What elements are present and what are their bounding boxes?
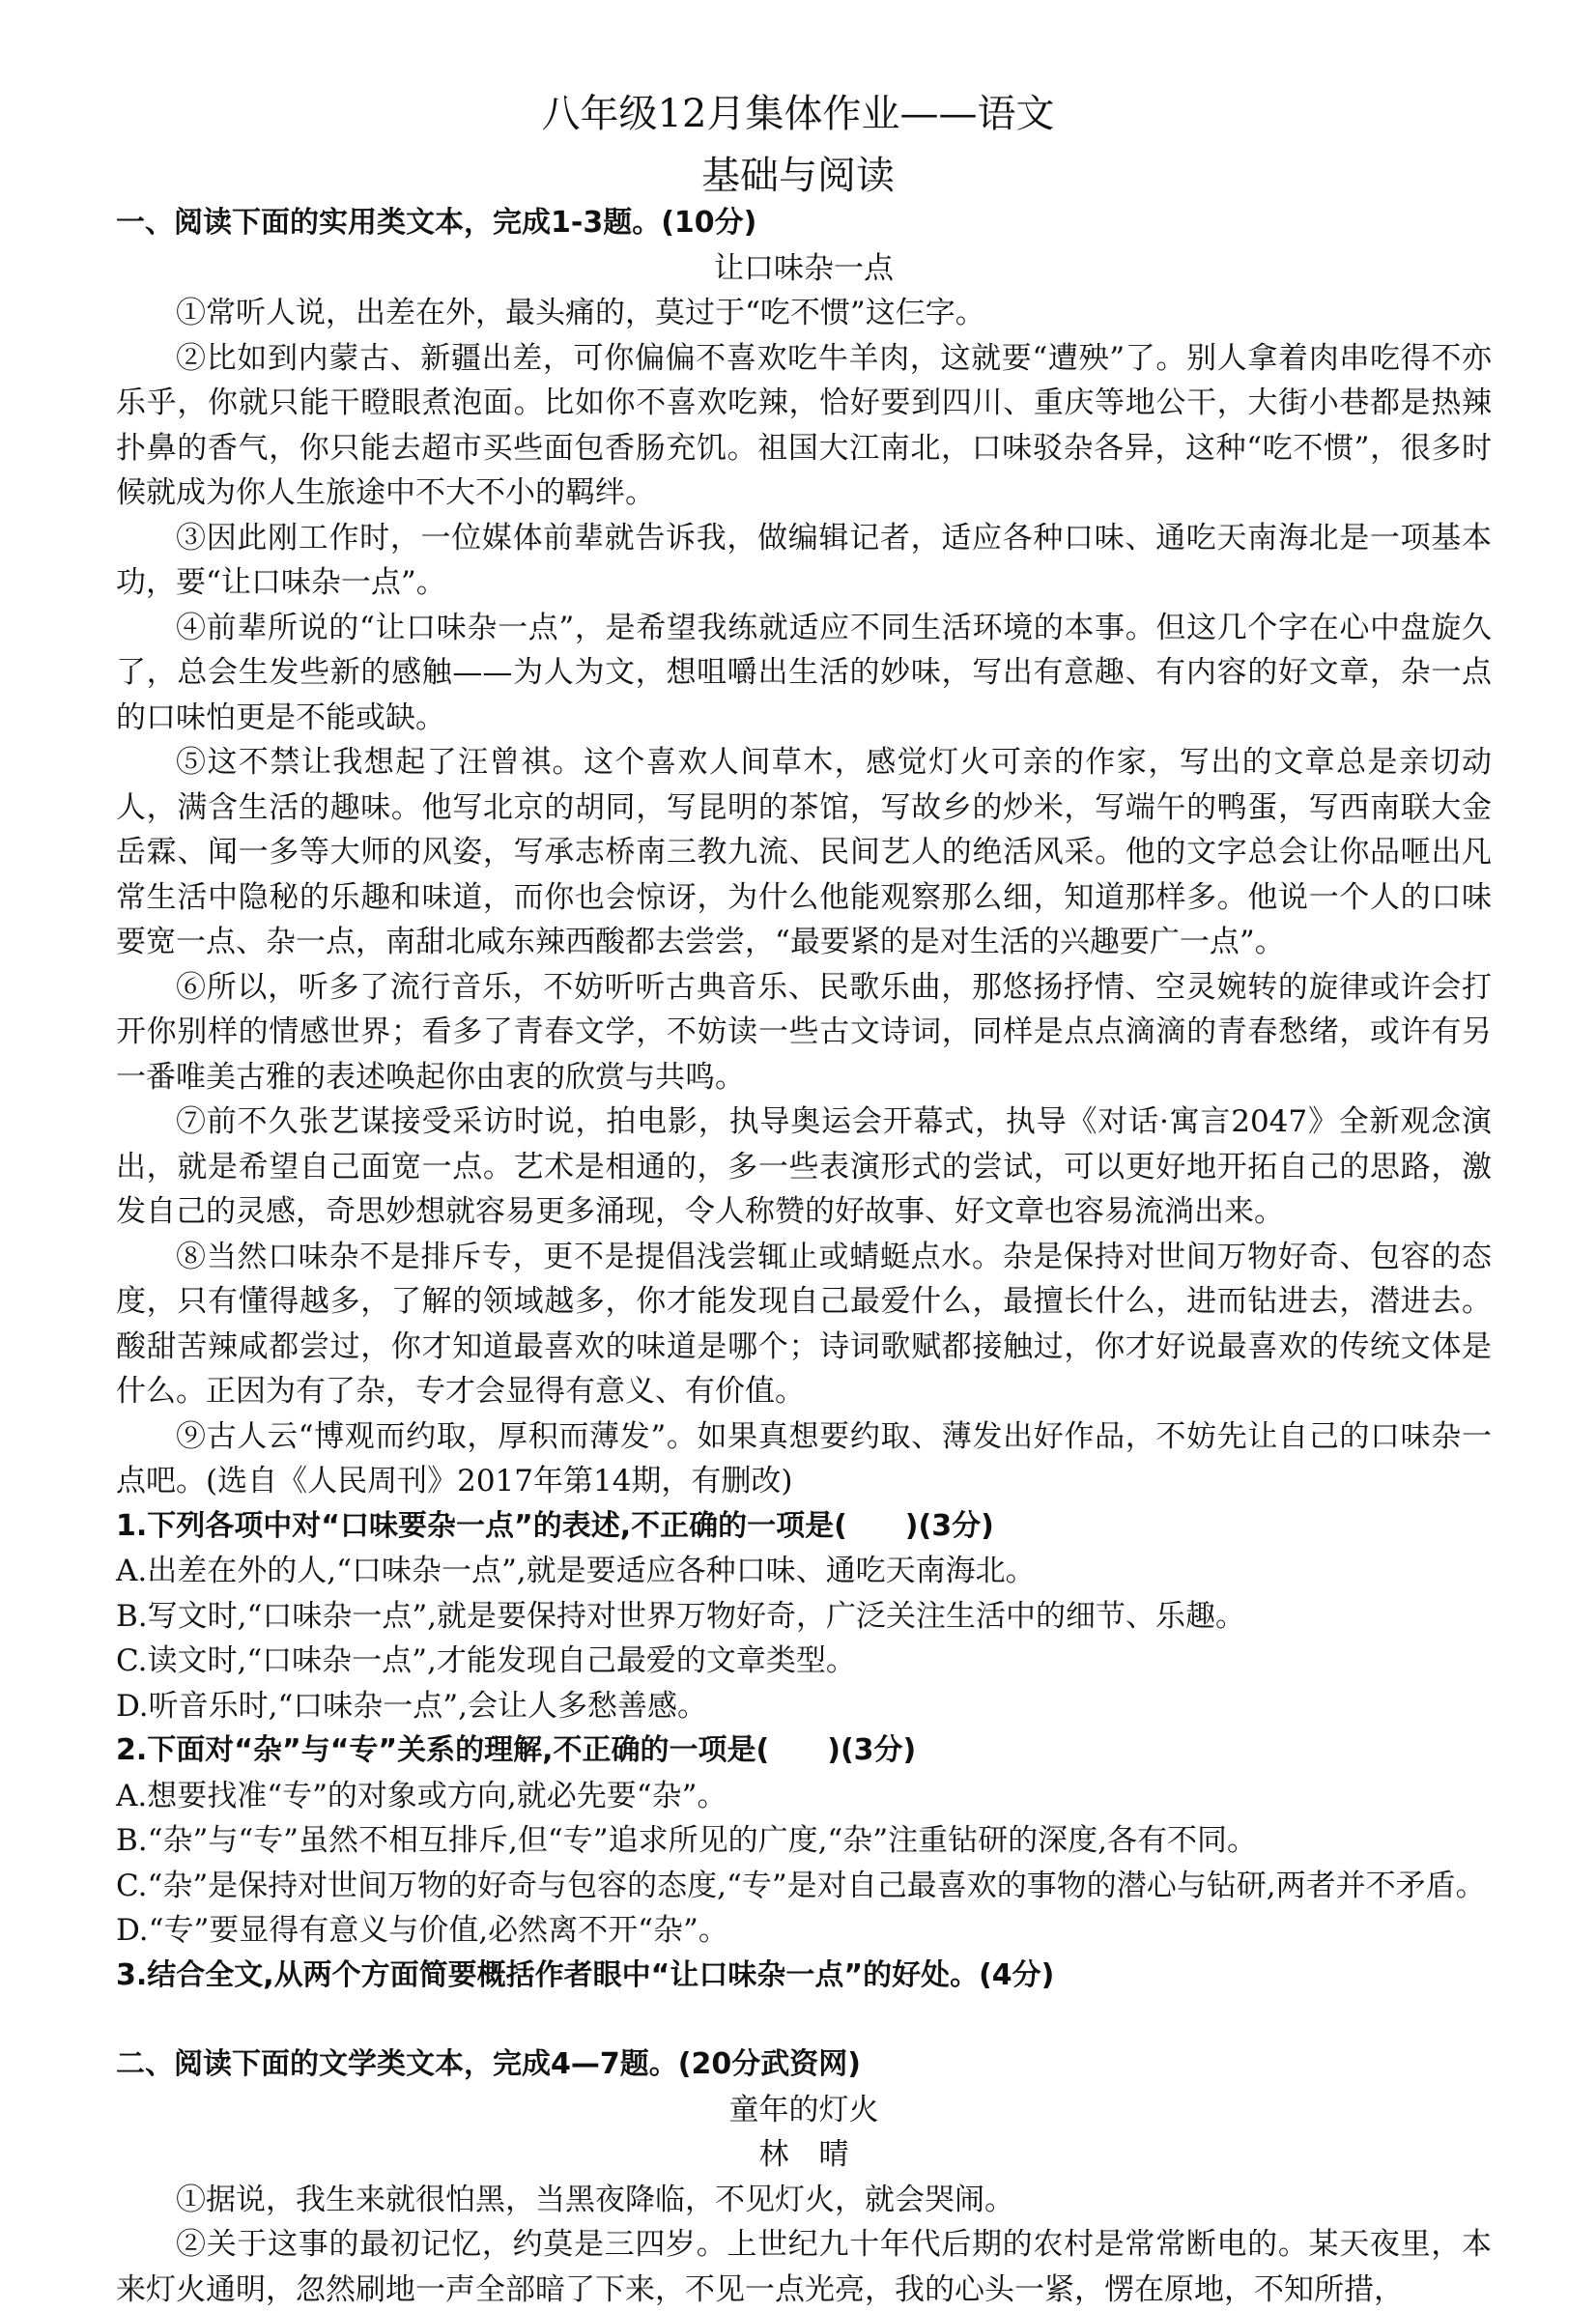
paragraph: ①常听人说，出差在外，最头痛的，莫过于“吃不惯”这仨字。 [176,296,985,330]
paragraph: ①据说，我生来就很怕黑，当黑夜降临，不见灯火，就会哭闹。 [176,2182,1014,2217]
paragraph: ②关于这事的最初记忆，约莫是三四岁。上世纪九十年代后期的农村是常常断电的。某天夜里，本来灯火通明，忽然刷地一声全部暗了下来，不见一点光亮，我的心头一紧，愣在原地，不知所措， [116,2227,1492,2307]
question-2-option-c: C.“杂”是保持对世间万物的好奇与包容的态度,“专”是对自己最喜欢的事物的潜心与钻研,两者并不矛盾。 [116,1868,1486,1903]
document-body [116,201,1492,2312]
paragraph: ⑤这不禁让我想起了汪曾祺。这个喜欢人间草木，感觉灯火可亲的作家，写出的文章总是亲切动人，满含生活的趣味。他写北京的胡同，写昆明的茶馆，写故乡的炒米，写端午的鸭蛋，写西南联大金岳霖、闻一多等大师的风姿，写承志桥南三教九流、民间艺人的绝活风采。他的文字总会让你品咂出凡常生活中隐秘的乐趣和味道，而你也会惊讶，为什么他能观察那么细，知道那样多。他说一个人的口味要宽一点、杂一点，南甜北咸东辣西酸都去尝尝，“最要紧的是对生活的兴趣要广一点”。 [116,745,1492,959]
article-2-author: 林 晴 [758,2137,849,2172]
section-2-heading: 二、阅读下面的文学类文本，完成4—7题。(20分武资网) [116,2047,861,2081]
article-2-title: 童年的灯火 [728,2092,879,2127]
paragraph: ⑦前不久张艺谋接受采访时说，拍电影，执导奥运会开幕式，执导《对话·寓言2047》全新观念演出，就是希望自己面宽一点。艺术是相通的，多一些表演形式的尝试，可以更好地开拓自己的思路，激发自己的灵感，奇思妙想就容易更多涌现，令人称赞的好故事、好文章也容易流淌出来。 [116,1104,1492,1229]
question-1-option-d: D.听音乐时,“口味杂一点”,会让人多愁善感。 [116,1688,708,1724]
question-2-option-d: D.“专”要显得有意义与价值,必然离不开“杂”。 [116,1913,728,1948]
section-spacer [116,1998,1492,2042]
question-1-option-a: A.出差在外的人,“口味杂一点”,就是要适应各种口味、通吃天南海北。 [116,1554,1036,1588]
article-1-title: 让口味杂一点 [714,250,894,286]
question-1-option-b: B.写文时,“口味杂一点”,就是要保持对世界万物好奇，广泛关注生活中的细节、乐趣。 [116,1598,1246,1634]
paragraph: ②比如到内蒙古、新疆出差，可你偏偏不喜欢吃牛羊肉，这就要“遭殃”了。别人拿着肉串吃得不亦乐乎，你就只能干瞪眼煮泡面。比如你不喜欢吃辣，恰好要到四川、重庆等地公干，大街小巷都是热辣扑鼻的香气，你只能去超市买些面包香肠充饥。祖国大江南北，口味驳杂各异，这种“吃不惯”，很多时候就成为你人生旅途中不大不小的羁绊。 [116,340,1492,510]
question-1-stem: 1.下列各项中对“口味要杂一点”的表述,不正确的一项是( )(3分) [116,1508,994,1543]
paragraph: ⑨古人云“博观而约取，厚积而薄发”。如果真想要约取、薄发出好作品，不妨先让自己的口味杂一点吧。(选自《人民周刊》2017年第14期，有删改) [116,1418,1492,1499]
paragraph: ③因此刚工作时，一位媒体前辈就告诉我，做编辑记者，适应各种口味、通吃天南海北是一项基本功，要“让口味杂一点”。 [116,520,1492,600]
page-title: 八年级12月集体作业——语文 [541,92,1055,136]
section-1-heading: 一、阅读下面的实用类文本，完成1-3题。(10分) [116,206,757,240]
paragraph: ④前辈所说的“让口味杂一点”，是希望我练就适应不同生活环境的本事。但这几个字在心中盘旋久了，总会生发些新的感触——为人为文，想咀嚼出生活的妙味，写出有意趣、有内容的好文章，杂一点的口味怕更是不能或缺。 [116,610,1492,735]
question-3-stem: 3.结合全文,从两个方面简要概括作者眼中“让口味杂一点”的好处。(4分) [116,1957,1055,1992]
question-1-option-c: C.读文时,“口味杂一点”,才能发现自己最爱的文章类型。 [116,1643,856,1678]
question-2-option-a: A.想要找准“专”的对象或方向,就必先要“杂”。 [116,1778,727,1813]
paragraph: ⑧当然口味杂不是排斥专，更不是提倡浅尝辄止或蜻蜓点水。杂是保持对世间万物好奇、包容的态度，只有懂得越多，了解的领域越多，你才能发现自己最爱什么，最擅长什么，进而钻进去，潜进去。酸甜苦辣咸都尝过，你才知道最喜欢的味道是哪个；诗词歌赋都接触过，你才好说最喜欢的传统文体是什么。正因为有了杂，专才会显得有意义、有价值。 [116,1239,1492,1409]
question-2-stem: 2.下面对“杂”与“专”关系的理解,不正确的一项是( )(3分) [116,1733,917,1767]
paragraph: ⑥所以，听多了流行音乐，不妨听听古典音乐、民歌乐曲，那悠扬抒情、空灵婉转的旋律或许会打开你别样的情感世界；看多了青春文学，不妨读一些古文诗词，同样是点点滴滴的青春愁绪，或许有另一番唯美古雅的表述唤起你由衷的欣赏与共鸣。 [116,969,1492,1095]
question-2-option-b: B.“杂”与“专”虽然不相互排斥,但“专”追求所见的广度,“杂”注重钻研的深度,各有不同。 [116,1823,1257,1858]
page-subtitle: 基础与阅读 [701,154,895,198]
